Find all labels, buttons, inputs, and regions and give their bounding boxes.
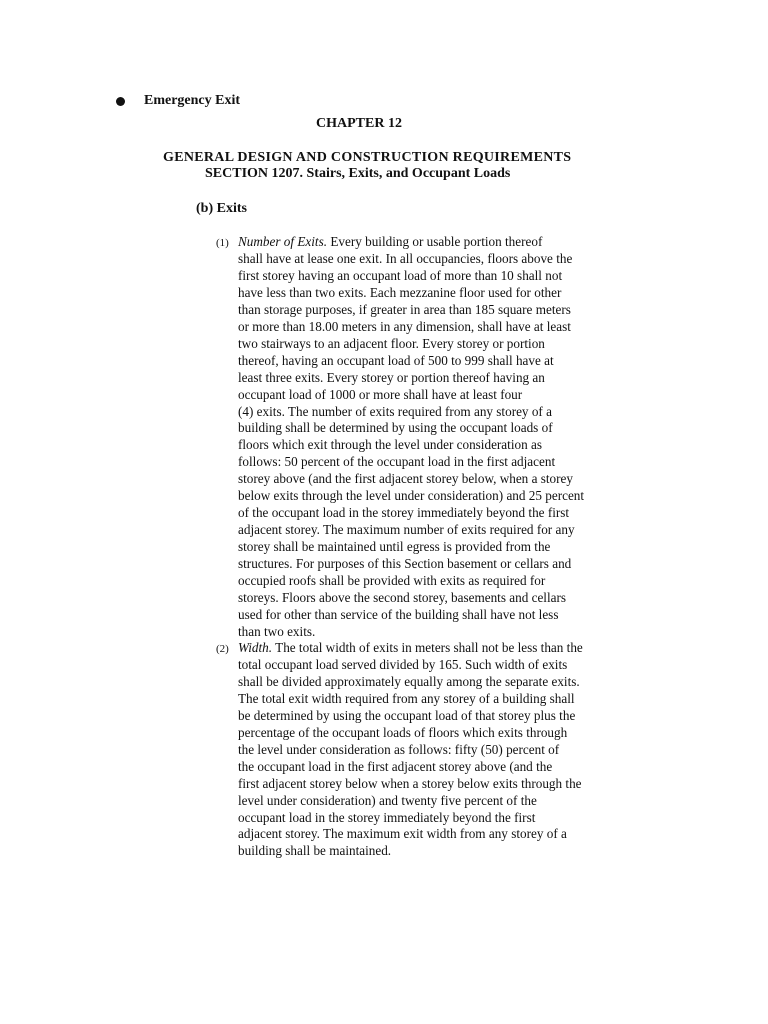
document-title: GENERAL DESIGN AND CONSTRUCTION REQUIREMENTS [163, 150, 572, 165]
bullet-label: Emergency Exit [144, 93, 241, 108]
list-item-term: Number of Exits. [238, 234, 328, 249]
list-item-term: Width. [238, 640, 273, 655]
subsection-heading: (b) Exits [196, 201, 247, 216]
list-item-number: (2) [216, 643, 229, 655]
list-item-body [238, 234, 652, 641]
list-item-number: (1) [216, 237, 229, 249]
list-item-text: The total width of exits in meters shall not be less than the total occupant load served divided by 165. Such width of exits shall be divided approximately equally among the separate exits. The total exit width required from any storey of a building shall be determined by using the occupant load of that storey plus the percentage of the occupant loads of floors which exits through the level under consideration as follows: fifty (50) percent of the occupant load in the first adjacent storey above (and the first adjacent storey below when a storey below exits through the level under consideration) and twenty five percent of the occupant load in the storey immediately beyond the first adjacent storey. The maximum exit width from any storey of a building shall be maintained. [238, 640, 583, 859]
bullet-icon [116, 97, 125, 106]
bullet-item [116, 93, 240, 109]
list-item-body [238, 640, 652, 860]
chapter-heading: CHAPTER 12 [316, 116, 402, 131]
list-item-text: Every building or usable portion thereof shall have at lease one exit. In all occupancies, floors above the first storey having an occupant load of more than 10 shall not have less than two exits. Each mezzanine floor used for other than storage purposes, if greater in area than 185 square meters or more than 18.00 meters in any dimension, shall have at least two stairways to an adjacent floor. Every storey or portion thereof, having an occupant load of 500 to 999 shall have at least three exits. Every storey or portion thereof having an occupant load of 1000 or more shall have at least four (4) exits. The number of exits required from any storey of a building shall be determined by using the occupant loads of floors which exit through the level under consideration as follows: 50 percent of the occupant load in the first adjacent storey above (and the first adjacent storey below, when a storey below exits through the level under consideration) and 25 percent of the occupant load in the storey immediately beyond the first adjacent storey. The maximum number of exits required for any storey shall be maintained until egress is provided from the structures. For purposes of this Section basement or cellars and occupied roofs shall be provided with exits as required for storeys. Floors above the second storey, basements and cellars used for other than service of the building shall have not less than two exits. [238, 234, 585, 639]
section-heading: SECTION 1207. Stairs, Exits, and Occupant Loads [205, 166, 511, 181]
